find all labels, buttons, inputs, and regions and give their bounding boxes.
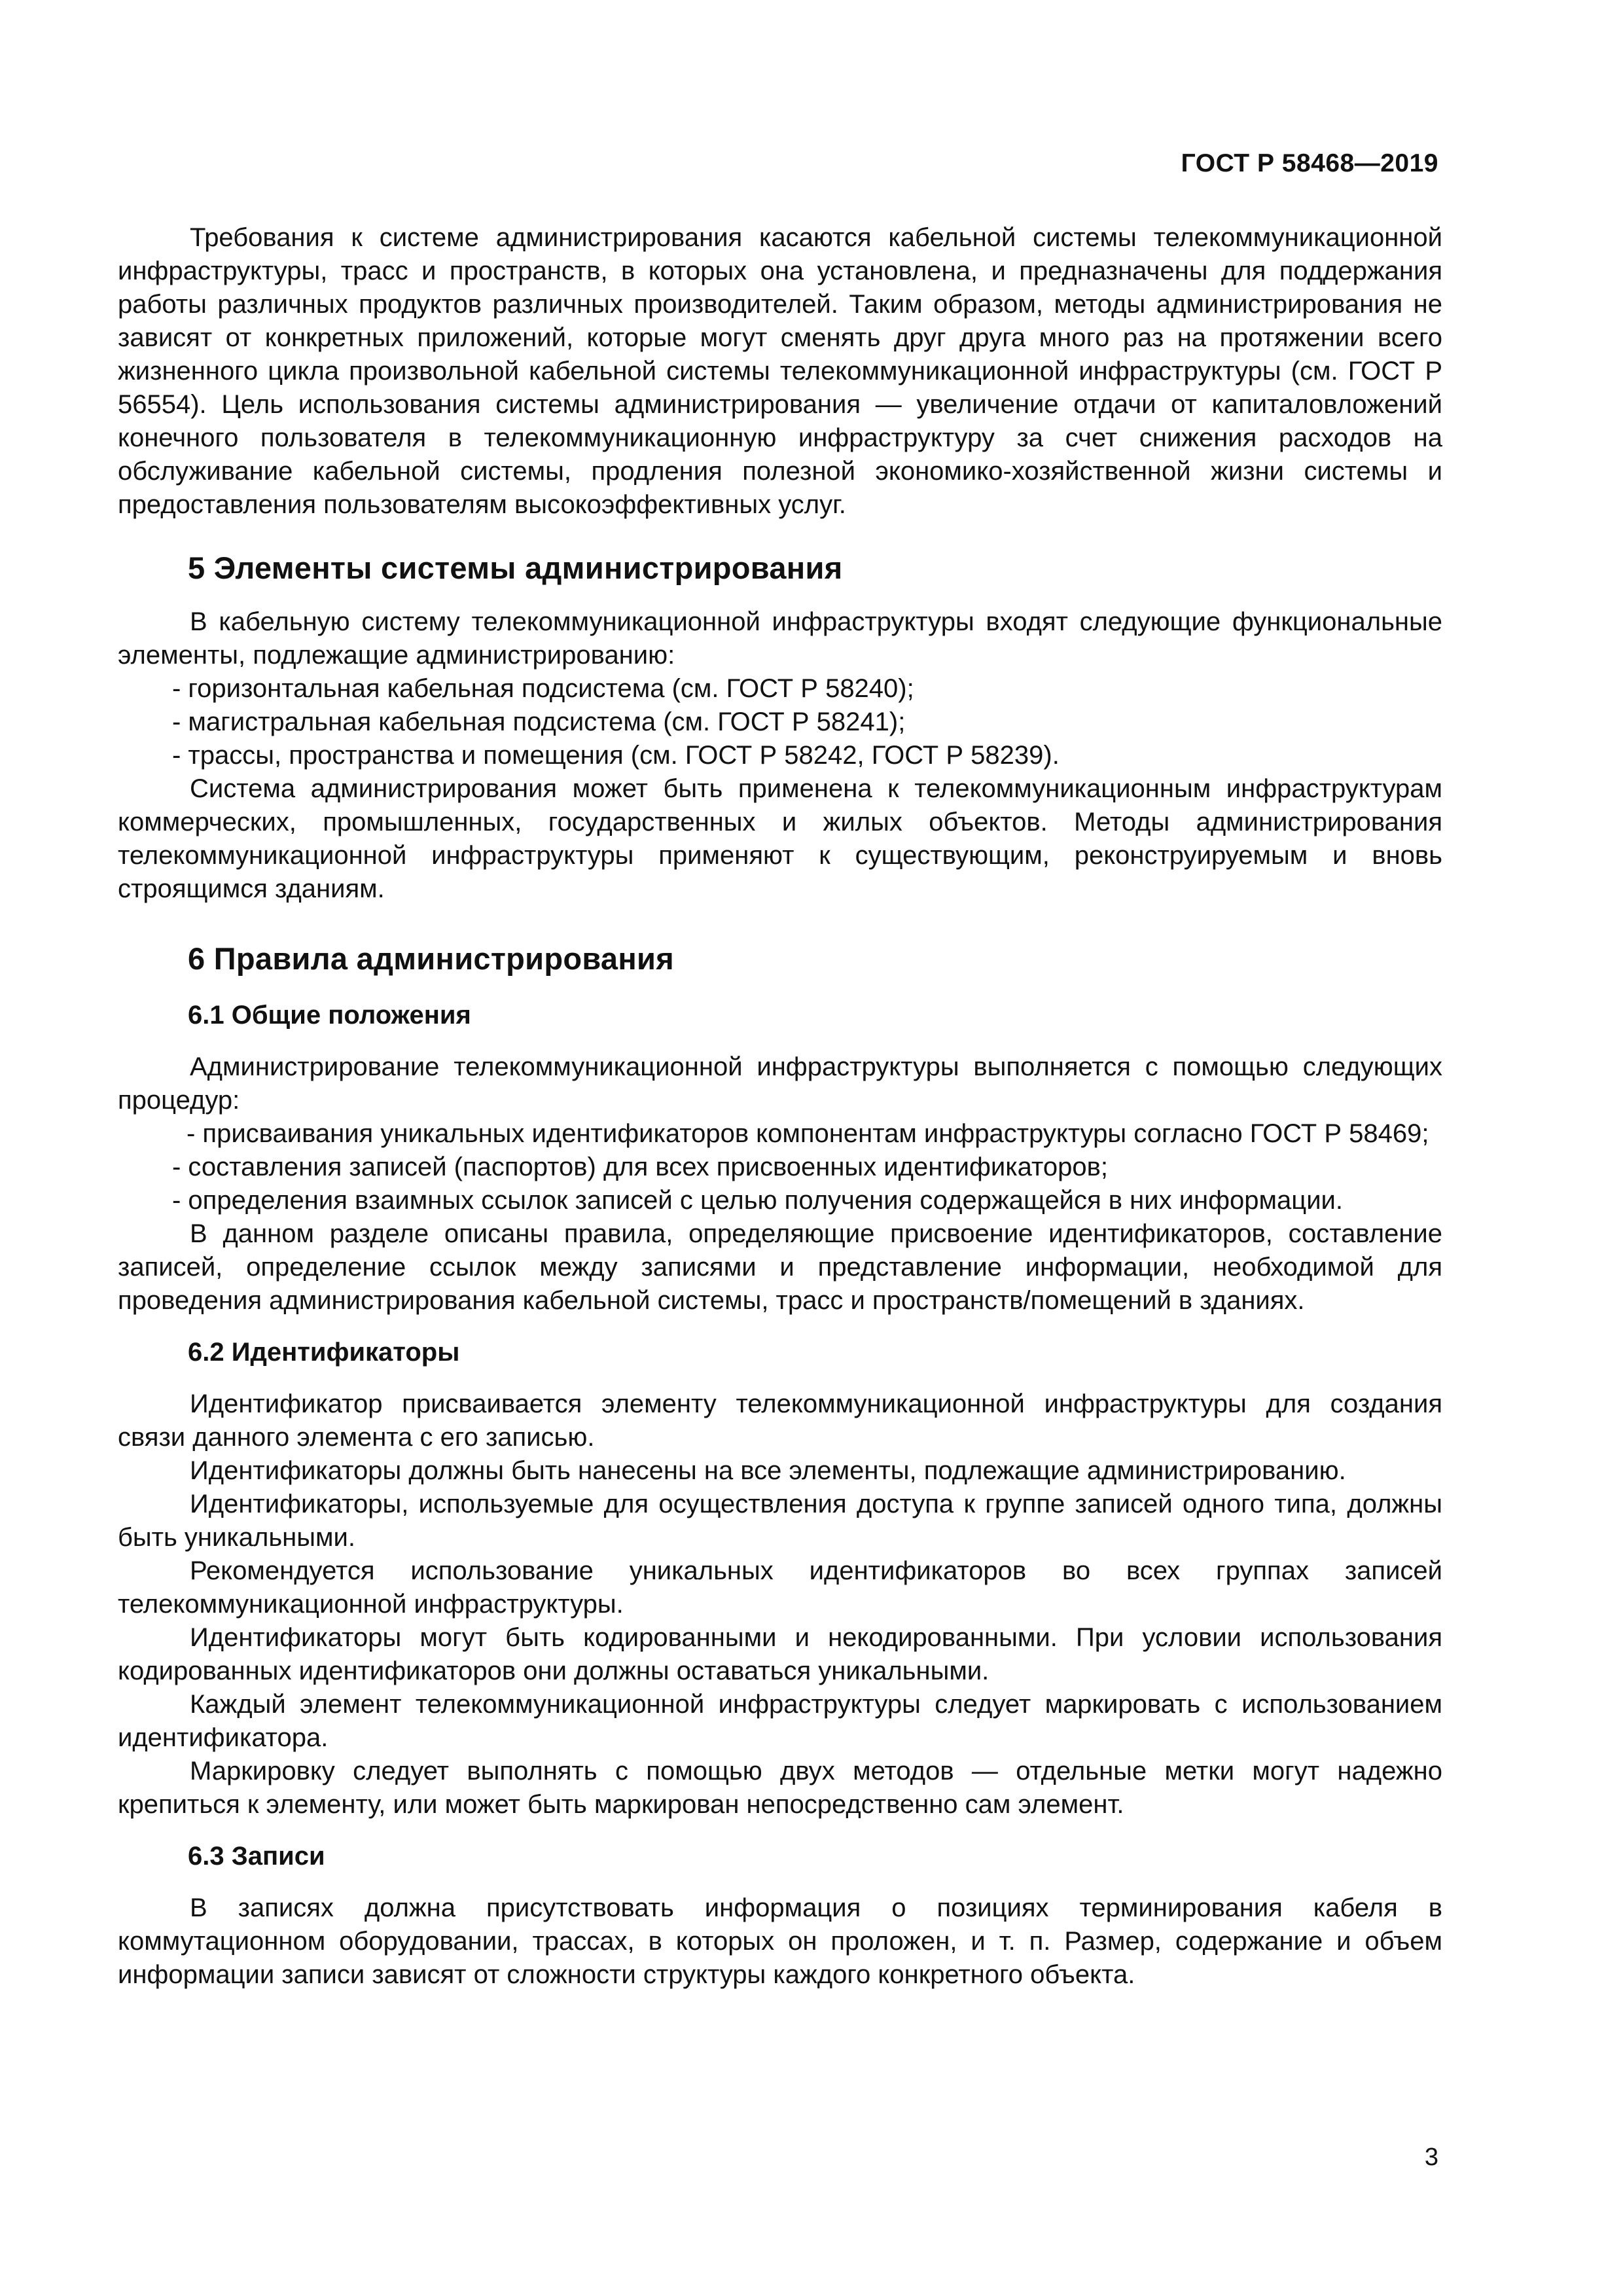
subsection-6-3-paragraph: В записях должна присутствовать информация о позициях терминирования кабеля в коммутационном оборудовании, трассах, в которых он проложен, и т. п. Размер, содержание и объем информации записи зависят от сложности структуры каждого конкретного объекта.	[118, 1893, 1442, 1989]
subsection-6-2-paragraph: Идентификатор присваивается элементу телекоммуникационной инфраструктуры для создания связи данного элемента с его записью.	[118, 1390, 1442, 1452]
subsection-6-3-heading: 6.3 Записи	[188, 1842, 325, 1871]
section-6-heading: 6 Правила администрирования	[188, 941, 674, 976]
subsection-6-2-paragraph: Идентификаторы могут быть кодированными и некодированными. При условии использования кодированных идентификаторов они должны оставаться уникальными.	[118, 1623, 1442, 1685]
subsection-6-2-paragraph: Идентификаторы должны быть нанесены на все элементы, подлежащие администрированию.	[190, 1456, 1346, 1485]
document-code: ГОСТ Р 58468—2019	[1181, 149, 1438, 177]
section-5-list-item: - горизонтальная кабельная подсистема (см. ГОСТ Р 58240);	[172, 674, 914, 703]
subsection-6-2-heading: 6.2 Идентификаторы	[188, 1338, 460, 1367]
document-body	[118, 221, 1442, 1992]
intro-paragraph: Требования к системе администрирования касаются кабельной системы телекоммуникационной инфраструктуры, трасс и пространств, в которых она установлена, и предназначены для поддержания работы различных продуктов различных производителей. Таким образом, методы администрирования не зависят от конкретных приложений, которые могут сменять друг друга много раз на протяжении всего жизненного цикла произвольной кабельной системы телекоммуникационной инфраструктуры (см. ГОСТ Р 56554). Цель использования системы администрирования — увеличение отдачи от капиталовложений конечного пользователя в телекоммуникационную инфраструктуру за счет снижения расходов на обслуживание кабельной системы, продления полезной экономико-хозяйственной жизни системы и предоставления пользователям высокоэффективных услуг.	[118, 223, 1442, 519]
subsection-6-1-list-item: - составления записей (паспортов) для всех присвоенных идентификаторов;	[172, 1153, 1108, 1181]
section-5-paragraph: Система администрирования может быть применена к телекоммуникационным инфраструктурам коммерческих, промышленных, государственных и жилых объектов. Методы администрирования телекоммуникационной инфраструктуры применяют к существующим, реконструируемым и вновь строящимся зданиям.	[118, 774, 1442, 903]
subsection-6-2-paragraph: Рекомендуется использование уникальных идентификаторов во всех группах записей телекоммуникационной инфраструктуры.	[118, 1556, 1442, 1619]
subsection-6-1-list-item: - присваивания уникальных идентификаторов компонентам инфраструктуры согласно ГОСТ Р 58469;	[187, 1119, 1429, 1148]
subsection-6-2-paragraph: Идентификаторы, используемые для осуществления доступа к группе записей одного типа, должны быть уникальными.	[118, 1490, 1442, 1552]
subsection-6-1-paragraph: В данном разделе описаны правила, определяющие присвоение идентификаторов, составление записей, определение ссылок между записями и представление информации, необходимой для проведения администрирования кабельной системы, трасс и пространств/помещений в зданиях.	[118, 1219, 1442, 1315]
subsection-6-2-paragraph: Каждый элемент телекоммуникационной инфраструктуры следует маркировать с использованием идентификатора.	[118, 1690, 1442, 1752]
section-5-list-item: - магистральная кабельная подсистема (см. ГОСТ Р 58241);	[172, 708, 906, 736]
subsection-6-1-list-item: - определения взаимных ссылок записей с целью получения содержащейся в них информации.	[172, 1186, 1344, 1215]
section-5-list-item: - трассы, пространства и помещения (см. ГОСТ Р 58242, ГОСТ Р 58239).	[172, 741, 1060, 770]
subsection-6-1-heading: 6.1 Общие положения	[188, 1001, 471, 1030]
subsection-6-1-paragraph: Администрирование телекоммуникационной инфраструктуры выполняется с помощью следующих процедур:	[118, 1052, 1442, 1115]
section-5-paragraph: В кабельную систему телекоммуникационной инфраструктуры входят следующие функциональные элементы, подлежащие администрированию:	[118, 607, 1442, 670]
page-number: 3	[1424, 2144, 1438, 2171]
section-5-heading: 5 Элементы системы администрирования	[188, 550, 843, 585]
subsection-6-2-paragraph: Маркировку следует выполнять с помощью двух методов — отдельные метки могут надежно крепиться к элементу, или может быть маркирован непосредственно сам элемент.	[118, 1757, 1442, 1819]
